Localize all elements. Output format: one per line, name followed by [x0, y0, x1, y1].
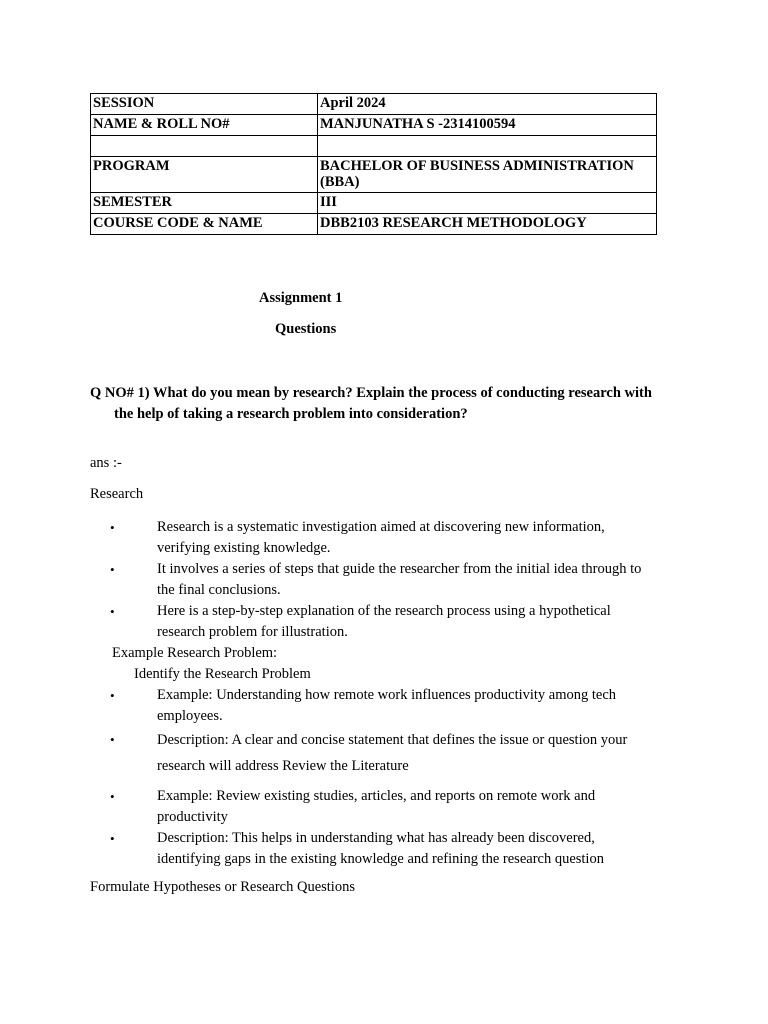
- info-label: SESSION: [91, 94, 318, 115]
- example-heading: Example Research Problem:: [112, 645, 278, 661]
- list-item: [90, 559, 670, 601]
- list-item-text: Description: A clear and concise statement that defines the issue or question your: [157, 732, 628, 748]
- step-heading-identify: Identify the Research Problem: [134, 666, 311, 682]
- bullet-icon: •: [110, 732, 115, 747]
- list-item-text: research will address Review the Literature: [157, 758, 409, 774]
- info-value: III: [318, 193, 657, 214]
- list-item: [90, 517, 670, 559]
- info-label: COURSE CODE & NAME: [91, 214, 318, 235]
- question-heading: [90, 383, 690, 425]
- list-item-text: It involves a series of steps that guide the researcher from the initial idea through to: [157, 561, 642, 577]
- question-line: Q NO# 1) What do you mean by research? Explain the process of conducting research with: [90, 385, 652, 401]
- info-row-name: [91, 115, 657, 136]
- list-item-text: Research is a systematic investigation aimed at discovering new information,: [157, 519, 605, 535]
- step-heading-hypotheses: Formulate Hypotheses or Research Questions: [90, 879, 355, 895]
- list-item-text: Example: Review existing studies, articles, and reports on remote work and: [157, 788, 596, 804]
- list-item-text: the final conclusions.: [157, 582, 281, 598]
- question-line: the help of taking a research problem into consideration?: [114, 406, 468, 422]
- list-item: [90, 601, 670, 643]
- info-row-session: [91, 94, 657, 115]
- info-label: NAME & ROLL NO#: [91, 115, 318, 136]
- list-item-text: Example: Understanding how remote work influences productivity among tech: [157, 687, 617, 703]
- list-item-text: verifying existing knowledge.: [157, 540, 331, 556]
- info-value: BACHELOR OF BUSINESS ADMINISTRATION (BBA): [318, 157, 657, 193]
- list-item-text: research problem for illustration.: [157, 624, 348, 640]
- info-label: SEMESTER: [91, 193, 318, 214]
- intro-bullet-list: [90, 517, 670, 643]
- assignment-title: Assignment 1: [259, 290, 343, 306]
- list-item-text: Description: This helps in understanding what has already been discovered,: [157, 830, 595, 846]
- list-item-text: identifying gaps in the existing knowledge and refining the research question: [157, 851, 604, 867]
- list-item-text: employees.: [157, 708, 223, 724]
- info-row-semester: [91, 193, 657, 214]
- questions-title: Questions: [275, 321, 337, 337]
- step2-bullet-list: [90, 786, 670, 870]
- info-row-program: [91, 157, 657, 193]
- list-item-text: productivity: [157, 809, 228, 825]
- info-row-course: [91, 214, 657, 235]
- list-item: [90, 685, 670, 727]
- bullet-icon: •: [110, 562, 115, 577]
- info-table: [90, 93, 657, 235]
- step1-bullet-list: [90, 685, 670, 779]
- bullet-icon: •: [110, 604, 115, 619]
- info-value: MANJUNATHA S -2314100594: [318, 115, 657, 136]
- info-label: PROGRAM: [91, 157, 318, 193]
- info-value: April 2024: [318, 94, 657, 115]
- list-item: [90, 786, 670, 828]
- bullet-icon: •: [110, 789, 115, 804]
- list-item: [90, 727, 670, 779]
- answer-label: ans :-: [90, 455, 122, 471]
- bullet-icon: •: [110, 688, 115, 703]
- bullet-icon: •: [110, 831, 115, 846]
- bullet-icon: •: [110, 520, 115, 535]
- section-heading-research: Research: [90, 486, 144, 502]
- list-item-text: Here is a step-by-step explanation of the research process using a hypothetical: [157, 603, 611, 619]
- info-row-empty: [91, 136, 657, 157]
- info-value: DBB2103 RESEARCH METHODOLOGY: [318, 214, 657, 235]
- info-value: [318, 136, 657, 157]
- list-item: [90, 828, 670, 870]
- info-label: [91, 136, 318, 157]
